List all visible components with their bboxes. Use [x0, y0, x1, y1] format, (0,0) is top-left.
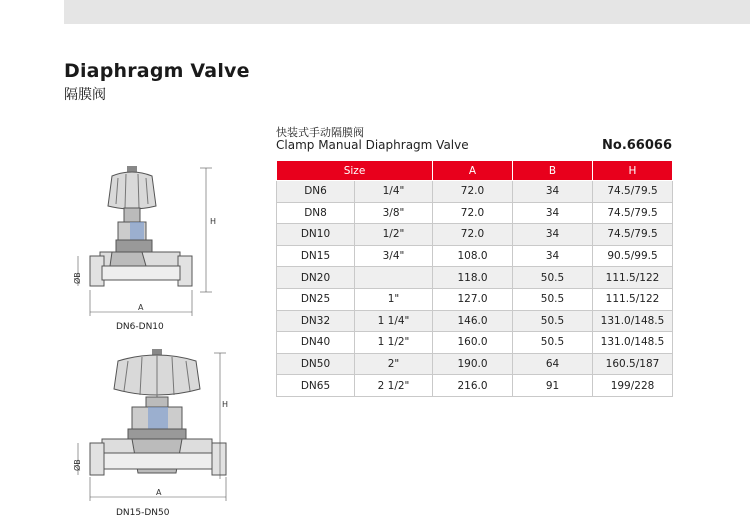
- cell-b: 34: [513, 224, 593, 246]
- cell-b: 50.5: [513, 332, 593, 354]
- cell-b: 50.5: [513, 310, 593, 332]
- cell-a: 146.0: [433, 310, 513, 332]
- product-name-en: Clamp Manual Diaphragm Valve: [276, 138, 469, 152]
- cell-b: 34: [513, 245, 593, 267]
- cell-inch: 3/8": [355, 202, 433, 224]
- cell-a: 72.0: [433, 181, 513, 203]
- valve-drawing-large-icon: [72, 345, 232, 505]
- header-a: A: [433, 161, 513, 181]
- header-size: Size: [277, 161, 433, 181]
- cell-h: 74.5/79.5: [593, 202, 673, 224]
- cell-h: 160.5/187: [593, 353, 673, 375]
- cell-size: DN65: [277, 375, 355, 397]
- drawing-small-valve: [72, 160, 232, 320]
- cell-h: 131.0/148.5: [593, 332, 673, 354]
- cell-a: 72.0: [433, 202, 513, 224]
- cell-h: 90.5/99.5: [593, 245, 673, 267]
- cell-inch: 1/2": [355, 224, 433, 246]
- cell-size: DN20: [277, 267, 355, 289]
- cell-inch: 1/4": [355, 181, 433, 203]
- dim-h-label: H: [210, 217, 217, 226]
- cell-h: 199/228: [593, 375, 673, 397]
- cell-inch: 2": [355, 353, 433, 375]
- spec-table: [276, 160, 673, 397]
- cell-a: 118.0: [433, 267, 513, 289]
- dim-a-label: A: [138, 303, 144, 312]
- cell-inch: 3/4": [355, 245, 433, 267]
- top-banner: [64, 0, 750, 24]
- cell-a: 108.0: [433, 245, 513, 267]
- dim-b-label-large: ØB: [73, 459, 82, 471]
- product-name-cn: 快装式手动隔膜阀: [276, 126, 364, 139]
- table-row: [277, 224, 673, 246]
- caption-small: DN6-DN10: [116, 322, 164, 332]
- table-row: [277, 310, 673, 332]
- cell-size: DN15: [277, 245, 355, 267]
- cell-size: DN6: [277, 181, 355, 203]
- cell-b: 50.5: [513, 288, 593, 310]
- table-row: [277, 288, 673, 310]
- table-row: [277, 202, 673, 224]
- cell-a: 127.0: [433, 288, 513, 310]
- cell-size: DN50: [277, 353, 355, 375]
- table-row: [277, 181, 673, 203]
- cell-b: 34: [513, 181, 593, 203]
- table-row: [277, 353, 673, 375]
- table-row: [277, 245, 673, 267]
- cell-inch: 1 1/4": [355, 310, 433, 332]
- table-row: [277, 267, 673, 289]
- page-title: Diaphragm Valve: [64, 60, 250, 82]
- cell-h: 131.0/148.5: [593, 310, 673, 332]
- caption-large: DN15-DN50: [116, 508, 170, 518]
- cell-a: 160.0: [433, 332, 513, 354]
- cell-h: 74.5/79.5: [593, 224, 673, 246]
- table-row: [277, 332, 673, 354]
- cell-h: 111.5/122: [593, 288, 673, 310]
- cell-size: DN10: [277, 224, 355, 246]
- header-b: B: [513, 161, 593, 181]
- cell-b: 34: [513, 202, 593, 224]
- cell-inch: 2 1/2": [355, 375, 433, 397]
- cell-b: 64: [513, 353, 593, 375]
- cell-inch: 1 1/2": [355, 332, 433, 354]
- cell-size: DN25: [277, 288, 355, 310]
- dim-h-label-large: H: [222, 400, 229, 409]
- cell-inch: [355, 267, 433, 289]
- drawing-large-valve: [72, 345, 232, 505]
- cell-b: 91: [513, 375, 593, 397]
- cell-size: DN40: [277, 332, 355, 354]
- header-h: H: [593, 161, 673, 181]
- model-number: No.66066: [602, 138, 672, 153]
- cell-a: 216.0: [433, 375, 513, 397]
- table-row: [277, 375, 673, 397]
- cell-a: 190.0: [433, 353, 513, 375]
- page-subtitle: 隔膜阀: [64, 87, 106, 103]
- cell-a: 72.0: [433, 224, 513, 246]
- dim-a-label-large: A: [156, 488, 162, 497]
- cell-size: DN8: [277, 202, 355, 224]
- table-header-row: [277, 161, 673, 181]
- cell-inch: 1": [355, 288, 433, 310]
- cell-h: 111.5/122: [593, 267, 673, 289]
- cell-size: DN32: [277, 310, 355, 332]
- cell-b: 50.5: [513, 267, 593, 289]
- valve-drawing-small-icon: [72, 160, 232, 320]
- dim-b-label: ØB: [73, 272, 82, 284]
- cell-h: 74.5/79.5: [593, 181, 673, 203]
